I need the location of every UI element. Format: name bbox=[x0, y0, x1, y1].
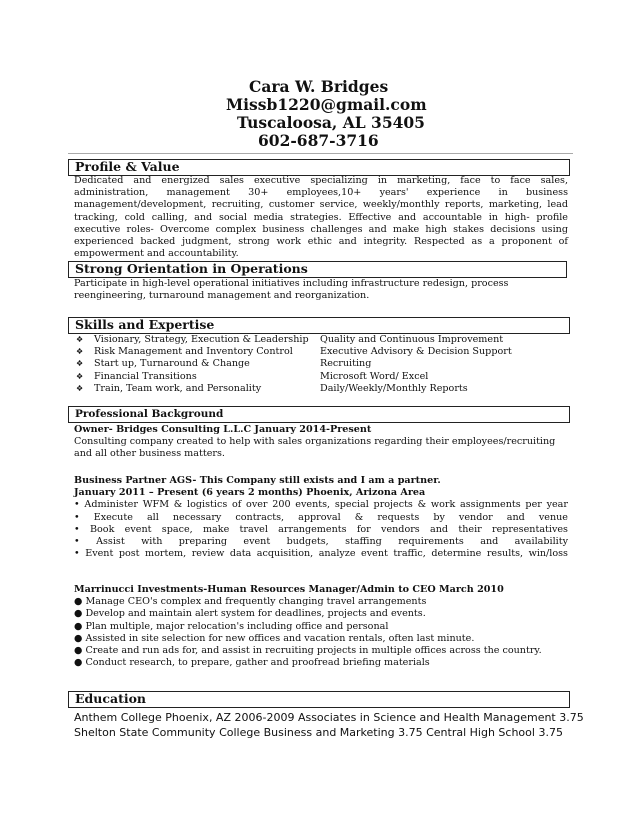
section-title: Education bbox=[75, 691, 147, 706]
skill-left: Train, Team work, and Personality bbox=[94, 382, 262, 394]
skills-list bbox=[74, 334, 568, 395]
bullet-icon: • bbox=[74, 511, 80, 523]
section-profile bbox=[68, 159, 570, 176]
list-item: ● Conduct research, to prepare, gather and proofread briefing materials bbox=[74, 657, 430, 669]
candidate-name: Cara W. Bridges bbox=[249, 77, 389, 96]
skill-right: Quality and Continuous Improvement bbox=[320, 334, 504, 345]
bullet-icon: • bbox=[74, 536, 80, 548]
bullet-icon: • bbox=[74, 523, 80, 535]
skill-right: Recruiting bbox=[320, 358, 372, 370]
skill-right: Daily/Weekly/Monthly Reports bbox=[320, 382, 468, 394]
list-item: • Event post mortem, review data acquisition, analyze event traffic, determine results, win/loss bbox=[74, 548, 568, 560]
skill-left: Risk Management and Inventory Control bbox=[94, 346, 293, 358]
header-divider bbox=[68, 153, 573, 154]
job2-dates: January 2011 – Present (6 years 2 months) Phoenix, Arizona Area bbox=[74, 487, 426, 499]
list-item: ● Develop and maintain alert system for deadlines, projects and events. bbox=[74, 608, 426, 620]
list-item bbox=[74, 371, 568, 383]
diamond-bullet-icon: ❖ bbox=[76, 383, 84, 393]
diamond-bullet-icon: ❖ bbox=[76, 347, 84, 357]
section-title: Profile & Value bbox=[75, 159, 180, 174]
skill-left: Start up, Turnaround & Change bbox=[94, 358, 250, 370]
bullet-icon: ● bbox=[74, 596, 83, 608]
list-item bbox=[74, 346, 568, 358]
list-item bbox=[74, 358, 568, 370]
diamond-bullet-icon: ❖ bbox=[76, 371, 84, 381]
list-item: • Execute all necessary contracts, approval & requests by vendor and venue bbox=[74, 511, 568, 523]
section-skills bbox=[68, 317, 570, 334]
job2-content bbox=[74, 475, 568, 560]
job3-heading: Marrinucci Investments-Human Resources Manager/Admin to CEO March 2010 bbox=[74, 584, 504, 595]
section-title: Skills and Expertise bbox=[75, 317, 215, 332]
candidate-email: Missb1220@gmail.com bbox=[226, 95, 427, 114]
candidate-city: Tuscaloosa, AL 35405 bbox=[237, 113, 425, 132]
list-item: • Book event space, make travel arrangements for vendors and their representatives bbox=[74, 523, 568, 535]
bullet-icon: • bbox=[74, 548, 80, 560]
job2-heading: Business Partner AGS- This Company still exists and I am a partner. bbox=[74, 475, 441, 486]
list-item: ● Manage CEO's complex and frequently changing travel arrangements bbox=[74, 596, 427, 608]
bullet-icon: ● bbox=[74, 608, 83, 620]
bullet-icon: ● bbox=[74, 632, 83, 644]
skill-left: Financial Transitions bbox=[94, 370, 197, 382]
diamond-bullet-icon: ❖ bbox=[76, 335, 84, 344]
job1-heading: Owner- Bridges Consulting L.L.C January 2014-Present bbox=[74, 424, 372, 435]
diamond-bullet-icon: ❖ bbox=[76, 359, 84, 369]
bullet-icon: ● bbox=[74, 620, 83, 632]
education-line-1: Anthem College Phoenix, AZ 2006-2009 Associates in Science and Health Management 3.75 bbox=[74, 711, 584, 724]
section-education bbox=[68, 691, 570, 708]
section-background bbox=[68, 406, 570, 423]
skill-right: Microsoft Word/ Excel bbox=[320, 370, 429, 382]
list-item bbox=[74, 334, 568, 346]
background-content bbox=[74, 424, 568, 461]
list-item: • Administer WFM & logistics of over 200 events, special projects & work assignments per year bbox=[74, 499, 568, 511]
bullet-icon: ● bbox=[74, 657, 83, 669]
operations-text: Participate in high-level operational initiatives including infrastructure redesign, process reengineering, turnaround management and reorganization. bbox=[74, 278, 509, 302]
skill-left: Visionary, Strategy, Execution & Leadership bbox=[94, 334, 309, 345]
profile-text: Dedicated and energized sales executive specializing in marketing, face to face sales, administration, management 30+ employees,10+ years' experience in business management/development, recruiting, customer service, weekly/monthly reports, marketing, lead tracking, cold calling, and social media strategies. Effective and accountable in high- profile executive roles- Overcome complex business challenges and make high stakes decisions using experienced backed judgment, strong work ethic and integrity. Respected as a proponent of empowerment and accountability. bbox=[74, 175, 568, 260]
job1-text: Consulting company created to help with sales organizations regarding their employees/recruiting and all other business matters. bbox=[74, 436, 556, 460]
list-item bbox=[74, 383, 568, 395]
candidate-phone: 602-687-3716 bbox=[258, 131, 379, 150]
list-item: ● Assisted in site selection for new offices and vacation rentals, often last minute. bbox=[74, 632, 475, 644]
section-title: Strong Orientation in Operations bbox=[75, 261, 308, 276]
job3-content bbox=[74, 584, 568, 669]
education-line-2: Shelton State Community College Business and Marketing 3.75 Central High School 3.75 bbox=[74, 726, 563, 739]
list-item: • Assist with preparing event budgets, staffing requirements and availability bbox=[74, 536, 568, 548]
list-item: ● Create and run ads for, and assist in recruiting projects in multiple offices across the country. bbox=[74, 645, 542, 657]
bullet-icon: • bbox=[74, 499, 80, 511]
bullet-icon: ● bbox=[74, 645, 83, 657]
section-title: Professional Background bbox=[75, 408, 224, 420]
skill-right: Executive Advisory & Decision Support bbox=[320, 346, 512, 358]
section-operations bbox=[68, 261, 567, 278]
list-item: ● Plan multiple, major relocation's including office and personal bbox=[74, 620, 389, 632]
